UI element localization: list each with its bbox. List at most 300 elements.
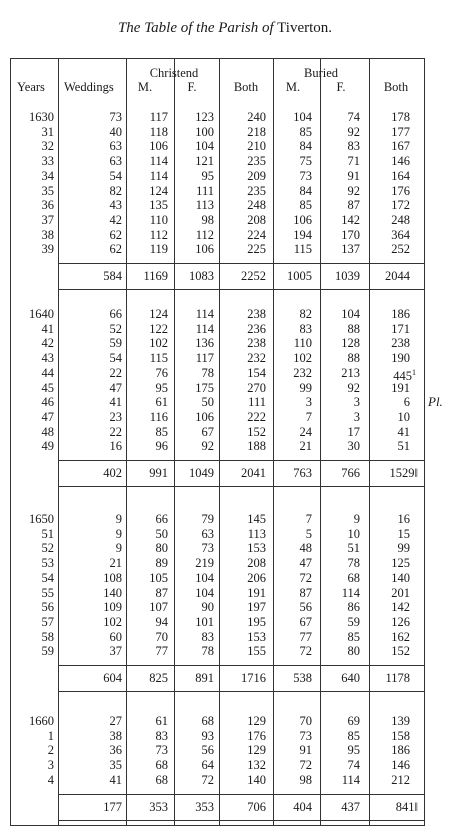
year-cell: 43: [41, 351, 54, 366]
column-rule: [58, 58, 59, 826]
year-cell: 1: [47, 728, 54, 743]
table-cell: 218: [247, 124, 266, 139]
table-cell: 186: [391, 307, 410, 321]
table-cell: 122: [149, 321, 168, 336]
year-cell: 1640: [29, 307, 54, 321]
table-cell: 68: [155, 772, 168, 787]
table-cell: 83: [299, 321, 312, 336]
table-cell: 62: [109, 227, 122, 242]
table-cell: 69: [347, 714, 360, 728]
total-cell: 353: [195, 799, 214, 814]
table-cell: 84: [299, 139, 312, 154]
table-cell: 3: [353, 395, 360, 410]
table-cell: 42: [109, 212, 122, 227]
table-cell: 146: [391, 758, 410, 773]
table-cell: 115: [293, 242, 312, 257]
table-cell: 67: [201, 424, 214, 439]
table-cell: 104: [195, 585, 214, 600]
table-cell: 66: [109, 307, 122, 321]
total-cell: 437: [341, 799, 360, 814]
header-weddings: Weddings: [64, 80, 114, 94]
table-cell: 99: [299, 380, 312, 395]
table-cell: 73: [155, 743, 168, 758]
side-note: Pl.: [428, 394, 443, 410]
table-cell: 145: [247, 512, 266, 526]
table-cell: 83: [155, 728, 168, 743]
table-cell: 104: [341, 307, 360, 321]
table-cell: 15: [397, 526, 410, 541]
table-cell: 132: [247, 758, 266, 773]
table-cell: 93: [201, 728, 214, 743]
table-cell: 129: [247, 714, 266, 728]
table-cell: 79: [201, 512, 214, 526]
table-cell: 104: [195, 570, 214, 585]
table-cell: 213: [341, 365, 360, 380]
table-cell: 238: [391, 336, 410, 351]
header-christend-both: Both: [233, 80, 259, 94]
table-cell: 92: [201, 439, 214, 454]
title-place: Tiverton.: [277, 20, 333, 36]
total-rule-top: [58, 665, 424, 666]
year-cell: 39: [41, 242, 54, 257]
table-cell: 186: [391, 743, 410, 758]
table-cell: 232: [247, 351, 266, 366]
table-cell: 109: [103, 600, 122, 615]
table-cell: $445^1$: [393, 367, 416, 383]
total-cell: 538: [293, 671, 312, 685]
table-cell: 85: [347, 728, 360, 743]
table-cell: 87: [155, 585, 168, 600]
table-cell: 252: [391, 242, 410, 257]
column-rule: [424, 58, 425, 826]
table-cell: 105: [149, 570, 168, 585]
header-buried-both: Both: [383, 80, 409, 94]
total-cell: 766: [341, 466, 360, 480]
year-cell: 1660: [29, 714, 54, 728]
table-cell: 66: [155, 512, 168, 526]
total-mark: ‖: [414, 799, 418, 814]
table-cell: 98: [201, 212, 214, 227]
table-cell: 48: [299, 541, 312, 556]
table-cell: 206: [247, 570, 266, 585]
table-cell: 61: [155, 714, 168, 728]
table-cell: 85: [347, 629, 360, 644]
table-cell: 119: [149, 242, 168, 257]
header-years: Years: [17, 80, 45, 94]
table-cell: 113: [195, 198, 214, 213]
table-cell: 197: [247, 600, 266, 615]
table-cell: 80: [347, 644, 360, 659]
total-cell: 763: [293, 466, 312, 480]
table-cell: 70: [155, 629, 168, 644]
table-cell: 124: [149, 183, 168, 198]
table-cell: 110: [293, 336, 312, 351]
table-cell: 51: [347, 541, 360, 556]
table-cell: 83: [347, 139, 360, 154]
table-cell: 73: [109, 110, 122, 124]
table-cell: 37: [109, 644, 122, 659]
total-cell: 2044: [385, 269, 410, 283]
total-cell: 1039: [335, 269, 360, 283]
table-cell: 188: [247, 439, 266, 454]
table-cell: 78: [201, 365, 214, 380]
table-cell: 72: [299, 758, 312, 773]
table-cell: 106: [195, 242, 214, 257]
table-cell: 172: [391, 198, 410, 213]
table-cell: 191: [391, 380, 410, 395]
table-cell: 87: [299, 585, 312, 600]
table-cell: 89: [155, 556, 168, 571]
table-cell: 82: [299, 307, 312, 321]
table-cell: 21: [299, 439, 312, 454]
table-cell: 162: [391, 629, 410, 644]
table-cell: 191: [247, 585, 266, 600]
table-cell: 76: [155, 365, 168, 380]
table-cell: 43: [109, 198, 122, 213]
total-rule-bottom: [58, 820, 424, 821]
total-cell: 604: [103, 671, 122, 685]
table-cell: 236: [247, 321, 266, 336]
year-cell: 1630: [29, 110, 54, 124]
table-cell: 248: [247, 198, 266, 213]
table-cell: 74: [347, 110, 360, 124]
total-cell: 2041: [241, 466, 266, 480]
table-cell: 21: [109, 556, 122, 571]
table-cell: 210: [247, 139, 266, 154]
table-cell: 9: [115, 512, 122, 526]
total-rule-top: [58, 263, 424, 264]
table-cell: 9: [115, 541, 122, 556]
table-cell: 61: [155, 395, 168, 410]
table-cell: 102: [293, 351, 312, 366]
total-cell: 1169: [143, 269, 168, 283]
year-cell: 34: [41, 168, 54, 183]
total-cell: 825: [149, 671, 168, 685]
table-cell: 7: [305, 512, 312, 526]
table-cell: 190: [391, 351, 410, 366]
table-cell: 40: [109, 124, 122, 139]
table-cell: 153: [247, 541, 266, 556]
table-cell: 68: [201, 714, 214, 728]
total-cell: 353: [149, 799, 168, 814]
table-cell: 92: [347, 183, 360, 198]
table-cell: 98: [299, 772, 312, 787]
table-cell: 238: [247, 307, 266, 321]
table-cell: 167: [391, 139, 410, 154]
year-cell: 42: [41, 336, 54, 351]
year-cell: 1650: [29, 512, 54, 526]
table-cell: 68: [155, 758, 168, 773]
table-cell: 146: [391, 154, 410, 169]
table-bottom-rule: [10, 825, 425, 826]
table-cell: 104: [195, 139, 214, 154]
year-cell: 35: [41, 183, 54, 198]
table-cell: 142: [341, 212, 360, 227]
table-cell: 117: [149, 110, 168, 124]
year-cell: 3: [47, 758, 54, 773]
table-cell: 171: [391, 321, 410, 336]
table-cell: 164: [391, 168, 410, 183]
table-cell: 112: [195, 227, 214, 242]
table-cell: 71: [347, 154, 360, 169]
table-cell: 7: [305, 409, 312, 424]
table-cell: 95: [201, 168, 214, 183]
table-cell: 129: [247, 743, 266, 758]
table-cell: 99: [397, 541, 410, 556]
table-cell: 86: [347, 600, 360, 615]
table-cell: 56: [299, 600, 312, 615]
year-cell: 58: [41, 629, 54, 644]
table-cell: 88: [347, 351, 360, 366]
table-cell: 73: [201, 541, 214, 556]
year-cell: 53: [41, 556, 54, 571]
table-cell: 140: [391, 570, 410, 585]
total-cell: 402: [103, 466, 122, 480]
table-cell: 54: [109, 351, 122, 366]
table-cell: 95: [347, 743, 360, 758]
table-cell: 101: [195, 614, 214, 629]
table-cell: 50: [155, 526, 168, 541]
table-cell: 56: [201, 743, 214, 758]
year-cell: 59: [41, 644, 54, 659]
table-cell: 88: [347, 321, 360, 336]
year-cell: 2: [47, 743, 54, 758]
table-cell: 123: [195, 110, 214, 124]
table-cell: 90: [201, 600, 214, 615]
table-cell: 41: [109, 772, 122, 787]
table-cell: 100: [195, 124, 214, 139]
table-cell: 96: [155, 439, 168, 454]
table-cell: 208: [247, 212, 266, 227]
table-cell: 235: [247, 183, 266, 198]
table-cell: 114: [341, 585, 360, 600]
year-cell: 38: [41, 227, 54, 242]
header-buried-f: F.: [336, 80, 346, 94]
table-cell: 60: [109, 629, 122, 644]
table-cell: 92: [347, 380, 360, 395]
table-cell: 219: [195, 556, 214, 571]
total-cell: 841‖: [395, 799, 418, 814]
total-rule-bottom: [58, 691, 424, 692]
table-cell: 77: [299, 629, 312, 644]
year-cell: 51: [41, 526, 54, 541]
table-cell: 70: [299, 714, 312, 728]
total-cell: 891: [195, 671, 214, 685]
table-cell: 222: [247, 409, 266, 424]
total-rule-bottom: [58, 289, 424, 290]
table-cell: 111: [248, 395, 266, 410]
year-cell: 54: [41, 570, 54, 585]
table-cell: 155: [247, 644, 266, 659]
table-cell: 35: [109, 758, 122, 773]
year-cell: 36: [41, 198, 54, 213]
table-cell: 140: [247, 772, 266, 787]
table-cell: 114: [195, 321, 214, 336]
header-buried: Buried: [303, 66, 339, 80]
header-christend-f: F.: [187, 80, 197, 94]
table-cell: 212: [391, 772, 410, 787]
table-cell: 102: [103, 614, 122, 629]
table-cell: 178: [391, 110, 410, 124]
total-cell: 2252: [241, 269, 266, 283]
table-cell: 47: [299, 556, 312, 571]
table-cell: 74: [347, 758, 360, 773]
year-cell: 32: [41, 139, 54, 154]
table-cell: 117: [195, 351, 214, 366]
year-cell: 47: [41, 409, 54, 424]
table-cell: 170: [341, 227, 360, 242]
table-cell: 9: [115, 526, 122, 541]
table-cell: 27: [109, 714, 122, 728]
table-cell: 91: [299, 743, 312, 758]
total-cell: 1529‖: [389, 466, 418, 480]
total-cell: 177: [103, 799, 122, 814]
table-cell: 240: [247, 110, 266, 124]
table-cell: 72: [299, 644, 312, 659]
table-cell: 232: [293, 365, 312, 380]
table-cell: 36: [109, 743, 122, 758]
table-cell: 72: [201, 772, 214, 787]
table-cell: 95: [155, 380, 168, 395]
year-cell: 46: [41, 395, 54, 410]
table-cell: 23: [109, 409, 122, 424]
table-cell: 78: [201, 644, 214, 659]
table-cell: 3: [305, 395, 312, 410]
total-cell: 706: [247, 799, 266, 814]
year-cell: 56: [41, 600, 54, 615]
table-cell: 64: [201, 758, 214, 773]
header-buried-m: M.: [285, 80, 301, 94]
table-cell: 63: [201, 526, 214, 541]
table-cell: 364: [391, 227, 410, 242]
total-cell: 1005: [287, 269, 312, 283]
total-rule-bottom: [58, 486, 424, 487]
table-cell: 176: [247, 728, 266, 743]
table-cell: 38: [109, 728, 122, 743]
table-cell: 104: [293, 110, 312, 124]
table-cell: 224: [247, 227, 266, 242]
table-cell: 102: [149, 336, 168, 351]
year-cell: 55: [41, 585, 54, 600]
table-cell: 208: [247, 556, 266, 571]
table-cell: 75: [299, 154, 312, 169]
table-cell: 73: [299, 728, 312, 743]
table-cell: 107: [149, 600, 168, 615]
table-cell: 17: [347, 424, 360, 439]
year-cell: 49: [41, 439, 54, 454]
table-cell: 175: [195, 380, 214, 395]
table-cell: 154: [247, 365, 266, 380]
table-cell: 52: [109, 321, 122, 336]
year-cell: 41: [41, 321, 54, 336]
table-cell: 116: [149, 409, 168, 424]
table-cell: 114: [341, 772, 360, 787]
table-cell: 110: [149, 212, 168, 227]
year-cell: 45: [41, 380, 54, 395]
table-cell: 135: [149, 198, 168, 213]
table-cell: 140: [103, 585, 122, 600]
table-cell: 106: [149, 139, 168, 154]
table-cell: 94: [155, 614, 168, 629]
table-cell: 136: [195, 336, 214, 351]
total-cell: 1178: [385, 671, 410, 685]
table-cell: 59: [347, 614, 360, 629]
table-cell: 87: [347, 198, 360, 213]
table-cell: 152: [247, 424, 266, 439]
table-cell: 114: [149, 168, 168, 183]
total-cell: 584: [103, 269, 122, 283]
table-cell: 72: [299, 570, 312, 585]
table-cell: 115: [149, 351, 168, 366]
table-cell: 139: [391, 714, 410, 728]
table-cell: 10: [397, 409, 410, 424]
table-cell: 59: [109, 336, 122, 351]
table-cell: 80: [155, 541, 168, 556]
year-cell: 31: [41, 124, 54, 139]
table-cell: 125: [391, 556, 410, 571]
table-cell: 16: [109, 439, 122, 454]
table-cell: 225: [247, 242, 266, 257]
total-rule-top: [58, 460, 424, 461]
table-cell: 194: [293, 227, 312, 242]
table-cell: 73: [299, 168, 312, 183]
table-cell: 3: [353, 409, 360, 424]
table-cell: 68: [347, 570, 360, 585]
table-cell: 235: [247, 154, 266, 169]
table-top-rule: [10, 58, 425, 59]
table-cell: 114: [195, 307, 214, 321]
table-cell: 78: [347, 556, 360, 571]
total-cell: 640: [341, 671, 360, 685]
table-cell: 176: [391, 183, 410, 198]
table-cell: 10: [347, 526, 360, 541]
year-cell: 33: [41, 154, 54, 169]
table-cell: 201: [391, 585, 410, 600]
table-cell: 30: [347, 439, 360, 454]
table-cell: 41: [397, 424, 410, 439]
table-cell: 248: [391, 212, 410, 227]
table-cell: 128: [341, 336, 360, 351]
table-cell: 91: [347, 168, 360, 183]
table-cell: 126: [391, 614, 410, 629]
table-cell: 153: [247, 629, 266, 644]
table-cell: 54: [109, 168, 122, 183]
year-cell: 57: [41, 614, 54, 629]
table-cell: 50: [201, 395, 214, 410]
footnote-mark: 1: [412, 367, 416, 377]
table-cell: 121: [195, 154, 214, 169]
total-cell: 1083: [189, 269, 214, 283]
table-cell: 177: [391, 124, 410, 139]
total-cell: 1716: [241, 671, 266, 685]
table-cell: 47: [109, 380, 122, 395]
table-cell: 41: [109, 395, 122, 410]
table-cell: 111: [196, 183, 214, 198]
year-cell: 48: [41, 424, 54, 439]
title-italic: The Table of the Parish of: [117, 20, 274, 36]
table-cell: 106: [293, 212, 312, 227]
table-cell: 83: [201, 629, 214, 644]
table-cell: 82: [109, 183, 122, 198]
table-cell: 6: [403, 395, 410, 410]
total-rule-top: [58, 794, 424, 795]
table-cell: 63: [109, 139, 122, 154]
table-cell: 142: [391, 600, 410, 615]
table-cell: 106: [195, 409, 214, 424]
table-cell: 108: [103, 570, 122, 585]
table-cell: 84: [299, 183, 312, 198]
total-cell: 1049: [189, 466, 214, 480]
